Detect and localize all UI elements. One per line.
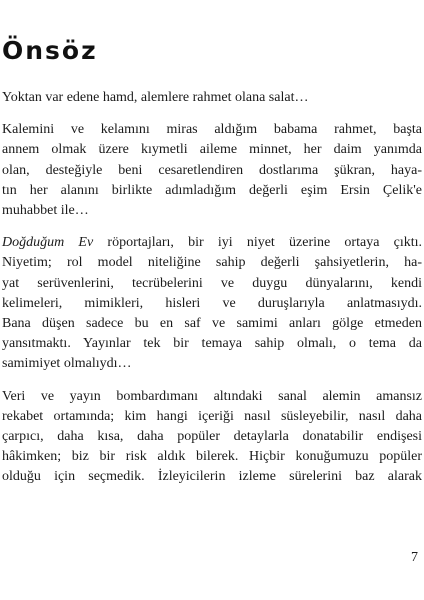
body-text [2,88,422,500]
text-line: olan, desteğiyle beni cesaretlendiren dostlarıma şükran, haya- [2,162,422,178]
text-line: olduğu için seçmedik. İzleyicilerin izleme sürelerini baz alarak [2,469,422,485]
text-line: Bana düşen sadece bu en saf ve samimi anları gölge etmeden [2,316,422,332]
text-line: yat serüvenlerini, tecrübelerini ve duygu dünyalarını, kendi [2,275,422,291]
text-line: yansıtmaktı. Yayınlar tek bir temaya sahip olmalı, o tema da [2,336,422,352]
chapter-title: Önsöz [2,36,98,65]
text-fragment: röportajları, bir iyi niyet üzerine ortaya çıktı. [93,235,422,251]
book-title-italic: Doğduğum Ev [2,235,94,251]
text-line: samimiyet olmalıydı… [2,356,132,372]
page-number: 7 [411,550,418,565]
paragraph-1 [2,88,422,108]
text-line: annem olmak üzere kıymetli aileme minnet, her daim yanımda [2,142,422,158]
text-line: tın her alanını birlikte adımladığım değerli eşim Ersin Çelik'e [2,182,422,198]
text-line: hâkimken; biz bir risk aldık bilerek. Hiçbir konuğumuzu popüler [2,449,422,465]
text-line: muhabbet ile… [2,203,89,219]
text-line: Yoktan var edene hamd, alemlere rahmet olana salat… [2,90,309,105]
paragraph-2 [2,120,422,221]
text-line: Kalemini ve kelamını miras aldığım babama rahmet, başta [2,122,422,138]
text-line: Niyetim; rol model niteliğine sahip değerli şahsiyetlerin, ha- [2,255,422,271]
paragraph-4 [2,387,422,488]
paragraph-3 [2,233,422,374]
text-line: çarpıcı, daha kısa, daha popüler detaylarla donatabilir endişesi [2,429,422,445]
text-line: rekabet ortamında; kim hangi içeriği nasıl süsleyebilir, nasıl daha [2,408,422,424]
text-line: Veri ve yayın bombardımanı altındaki sanal alemin amansız [2,388,422,404]
text-line: kelimeleri, mimikleri, hisleri ve duruşlarıyla anlatmasıydı. [2,295,422,311]
text-line-with-italic-title [2,233,422,253]
